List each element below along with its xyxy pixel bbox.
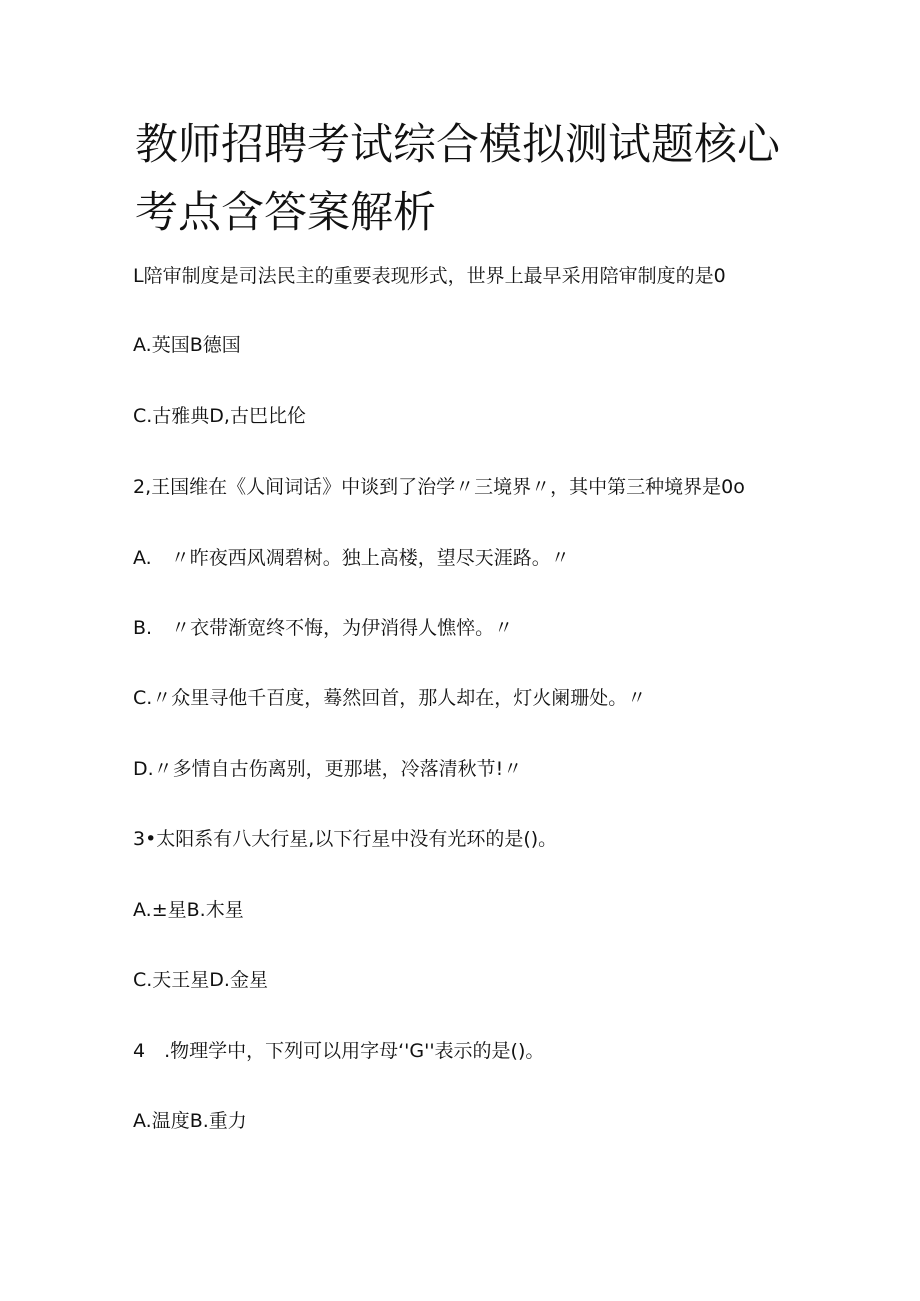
question-1-options-cd: C.古雅典D,古巴比伦 xyxy=(133,405,306,427)
question-2-option-a: A. 〃昨夜西风凋碧树。独上高楼，望尽天涯路。〃 xyxy=(133,547,570,569)
question-4-options-ab: A.温度B.重力 xyxy=(133,1110,247,1132)
question-2-option-d: D.〃多情自古伤离别，更那堪，冷落清秋节!〃 xyxy=(133,758,523,780)
question-1-text: L陪审制度是司法民主的重要表现形式，世界上最早采用陪审制度的是0 xyxy=(133,265,726,287)
question-3-options-ab: A.±星B.木星 xyxy=(133,899,244,921)
question-2-option-b: B. 〃衣带渐宽终不悔，为伊消得人憔悴。〃 xyxy=(133,617,514,639)
question-3-text: 3•太阳系有八大行星,以下行星中没有光环的是()。 xyxy=(133,828,558,850)
document-title-line-2: 考点含答案解析 xyxy=(135,188,436,238)
document-title-line-1: 教师招聘考试综合模拟测试题核心 xyxy=(135,120,780,170)
question-4-text: 4 .物理学中，下列可以用字母‘'G''表示的是()。 xyxy=(133,1040,545,1062)
question-3-options-cd: C.天王星D.金星 xyxy=(133,969,268,991)
question-2-text: 2,王国维在《人间词话》中谈到了治学〃三境界〃，其中第三种境界是0o xyxy=(133,476,745,498)
question-2-option-c: C.〃众里寻他千百度，蓦然回首，那人却在，灯火阑珊处。〃 xyxy=(133,687,647,709)
question-1-options-ab: A.英国B德国 xyxy=(133,334,241,356)
